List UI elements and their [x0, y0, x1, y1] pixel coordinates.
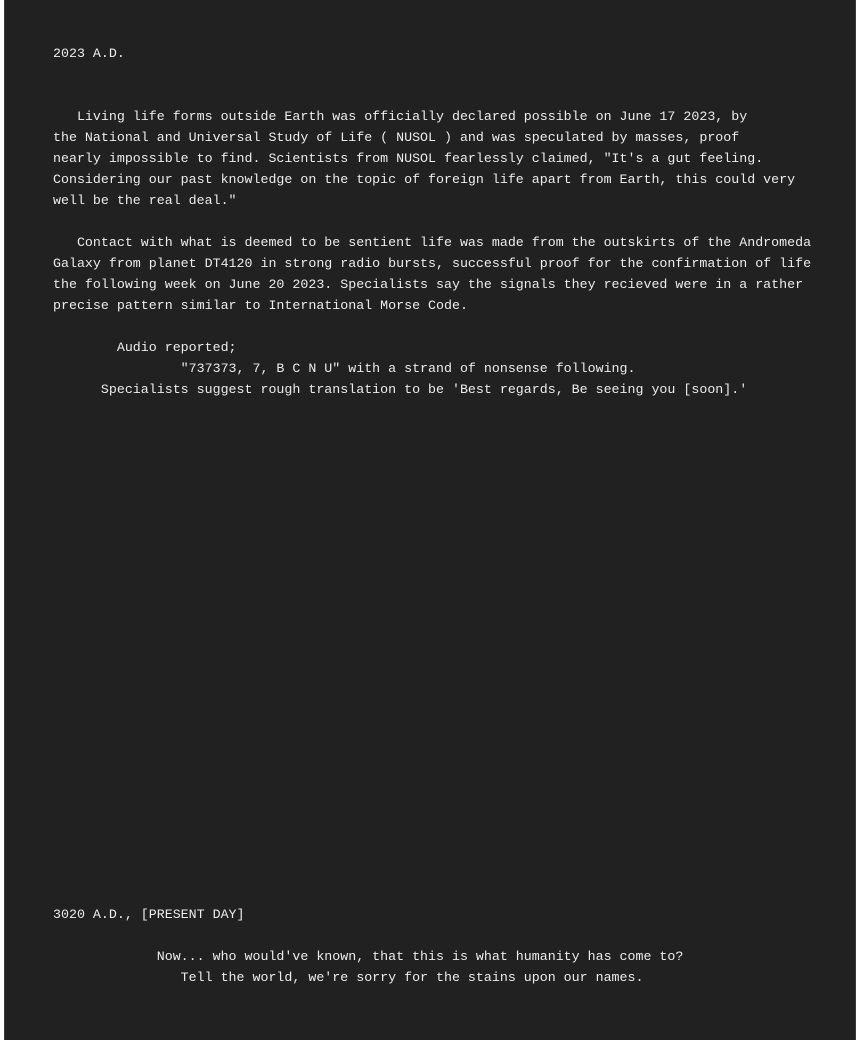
paragraph-1-line-2: the National and Universal Study of Life ( NUSOL ) and was speculated by masses, proof	[53, 130, 740, 145]
audio-report-intro: Audio reported;	[53, 340, 237, 355]
paragraph-1-line-1: Living life forms outside Earth was officially declared possible on June 17 2023, by	[53, 109, 748, 124]
year-heading-2023: 2023 A.D.	[53, 46, 125, 61]
audio-report-transcript: "737373, 7, B C N U" with a strand of nonsense following.	[53, 361, 636, 376]
paragraph-2-line-1: Contact with what is deemed to be sentient life was made from the outskirts of the Andromeda	[53, 235, 812, 250]
closing-line-1: Now... who would've known, that this is what humanity has come to?	[53, 949, 684, 964]
document-page	[4, 0, 856, 1040]
paragraph-1-line-4: Considering our past knowledge on the topic of foreign life apart from Earth, this could very	[53, 172, 796, 187]
paragraph-2-line-2: Galaxy from planet DT4120 in strong radio bursts, successful proof for the confirmation of life	[53, 256, 812, 271]
closing-line-2: Tell the world, we're sorry for the stains upon our names.	[53, 970, 644, 985]
year-heading-3020: 3020 A.D., [PRESENT DAY]	[53, 907, 245, 922]
paragraph-1-line-3: nearly impossible to find. Scientists from NUSOL fearlessly claimed, "It's a gut feeling.	[53, 151, 764, 166]
paragraph-2-line-4: precise pattern similar to International Morse Code.	[53, 298, 468, 313]
paragraph-1-line-5: well be the real deal."	[53, 193, 237, 208]
audio-report-translation: Specialists suggest rough translation to be 'Best regards, Be seeing you [soon].'	[53, 382, 748, 397]
paragraph-2-line-3: the following week on June 20 2023. Specialists say the signals they recieved were in a rather	[53, 277, 804, 292]
